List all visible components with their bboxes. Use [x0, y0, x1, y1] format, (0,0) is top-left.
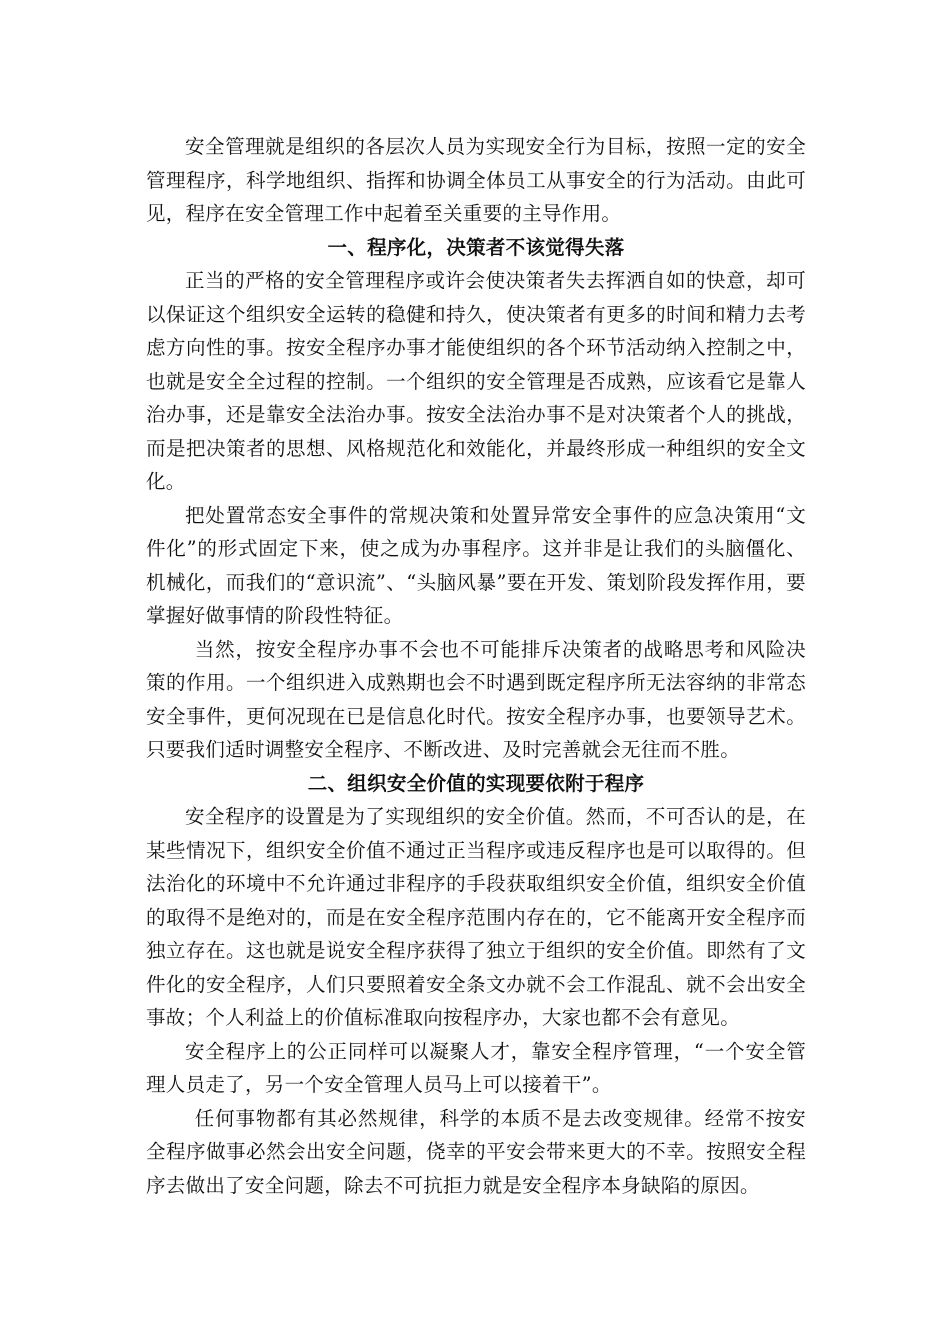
section-1-paragraph-3: 当然，按安全程序办事不会也不可能排斥决策者的战略思考和风险决策的作用。一个组织进入成熟期也会不时遇到既定程序所无法容纳的非常态安全事件，更何况现在已是信息化时代。按安全程序办事，也要领导艺术。只要我们适时调整安全程序、不断改进、及时完善就会无往而不胜。	[146, 637, 806, 761]
section-2-paragraph-3: 任何事物都有其必然规律，科学的本质不是去改变规律。经常不按安全程序做事必然会出安全问题，侥幸的平安会带来更大的不幸。按照安全程序去做出了安全问题，除去不可抗拒力就是安全程序本身缺陷的原因。	[146, 1106, 806, 1197]
section-2-heading: 二、组织安全价值的实现要依附于程序	[307, 771, 645, 795]
section-1-paragraph-2: 把处置常态安全事件的常规决策和处置异常安全事件的应急决策用“文件化”的形式固定下来，使之成为办事程序。这并非是让我们的头脑僵化、机械化，而我们的“意识流”、“头脑风暴”要在开发、策划阶段发挥作用，要掌握好做事情的阶段性特征。	[146, 503, 806, 627]
section-1-heading: 一、程序化，决策者不该觉得失落	[327, 235, 625, 259]
section-2-paragraph-1: 安全程序的设置是为了实现组织的安全价值。然而，不可否认的是，在某些情况下，组织安全价值不通过正当程序或违反程序也是可以取得的。但法治化的环境中不允许通过非程序的手段获取组织安全价值，组织安全价值的取得不是绝对的，而是在安全程序范围内存在的，它不能离开安全程序而独立存在。这也就是说安全程序获得了独立于组织的安全价值。即然有了文件化的安全程序，人们只要照着安全条文办就不会工作混乱、就不会出安全事故；个人利益上的价值标准取向按程序办，大家也都不会有意见。	[146, 805, 806, 1029]
section-2-paragraph-2: 安全程序上的公正同样可以凝聚人才，靠安全程序管理，“一个安全管理人员走了，另一个安全管理人员马上可以接着干”。	[146, 1039, 806, 1096]
intro-paragraph: 安全管理就是组织的各层次人员为实现安全行为目标，按照一定的安全管理程序，科学地组织、指挥和协调全体员工从事安全的行为活动。由此可见，程序在安全管理工作中起着至关重要的主导作用。	[146, 135, 806, 225]
document-body	[146, 130, 806, 1202]
section-1-paragraph-1: 正当的严格的安全管理程序或许会使决策者失去挥洒自如的快意，却可以保证这个组织安全运转的稳健和持久，使决策者有更多的时间和精力去考虑方向性的事。按安全程序办事才能使组织的各个环节活动纳入控制之中，也就是安全全过程的控制。一个组织的安全管理是否成熟，应该看它是靠人治办事，还是靠安全法治办事。按安全法治办事不是对决策者个人的挑战，而是把决策者的思想、风格规范化和效能化，并最终形成一种组织的安全文化。	[146, 269, 806, 493]
